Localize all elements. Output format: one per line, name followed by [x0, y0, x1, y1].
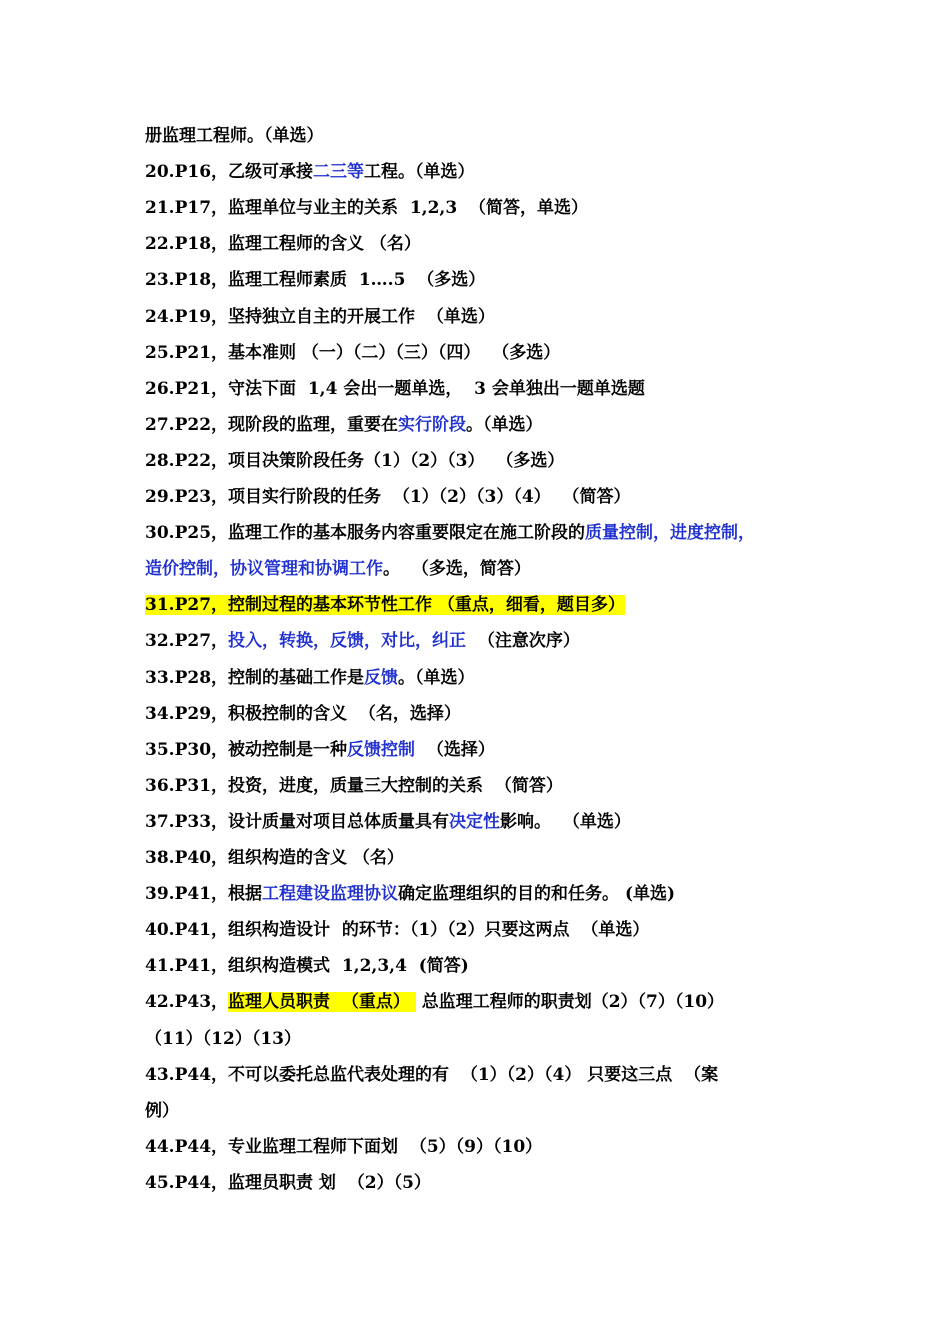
- text-run: 34.P29，积极控制的含义 （名，选择）: [145, 703, 461, 724]
- highlighted-text: 监理人员职责 （重点）: [228, 992, 416, 1013]
- text-run: 例）: [145, 1100, 179, 1121]
- text-run: 33.P28，控制的基础工作是: [145, 667, 365, 688]
- text-line: [145, 1063, 835, 1087]
- text-line: [145, 196, 835, 220]
- blue-text: 反馈: [364, 667, 399, 688]
- text-run: 27.P22，现阶段的监理，重要在: [145, 414, 399, 435]
- text-run: 38.P40，组织构造的含义 （名）: [145, 848, 404, 868]
- text-run: （注意次序）: [466, 631, 580, 652]
- text-run: 42.P43，: [145, 992, 229, 1013]
- text-run: 40.P41，组织构造设计 的环节：（1）（2）只要这两点 （单选）: [145, 920, 650, 941]
- text-run: 。（单选）: [466, 414, 543, 435]
- text-run: 26.P21，守法下面 1,4 会出一题单选， 3 会单独出一题单选题: [145, 378, 645, 399]
- blue-text: 投入，转换，反馈，对比，纠正: [228, 631, 467, 652]
- text-line: [145, 305, 835, 329]
- text-line: [145, 160, 835, 184]
- blue-text: 质量控制，进度控制，: [585, 523, 756, 544]
- highlighted-text: 31.P27，控制过程的基本环节性工作 （重点，细看，题目多）: [145, 595, 625, 616]
- text-run: （11）（12）（13）: [145, 1028, 301, 1049]
- blue-text: 决定性: [449, 811, 501, 832]
- text-line: [145, 593, 835, 617]
- text-line: [145, 413, 835, 437]
- text-run: 30.P25，监理工作的基本服务内容重要限定在施工阶段的: [145, 523, 586, 544]
- text-run: （选择）: [415, 739, 495, 760]
- text-line: [145, 702, 835, 726]
- text-line: [145, 846, 835, 870]
- text-line: [145, 918, 835, 942]
- text-run: 44.P44，专业监理工程师下面划 （5）（9）（10）: [145, 1136, 543, 1157]
- text-line: [145, 449, 835, 473]
- blue-text: 造价控制，协议管理和协调工作: [145, 559, 383, 580]
- text-line: [145, 557, 835, 581]
- text-line: [145, 954, 835, 978]
- text-run: 影响。 （单选）: [500, 811, 631, 832]
- text-line: [145, 124, 835, 148]
- text-run: 。 （多选，简答）: [383, 559, 531, 580]
- text-line: [145, 232, 835, 256]
- blue-text: 反馈控制: [347, 739, 416, 760]
- text-line: [145, 341, 835, 365]
- text-line: [145, 666, 835, 690]
- text-line: [145, 990, 835, 1014]
- text-run: 24.P19，坚持独立自主的开展工作 （单选）: [145, 306, 495, 327]
- text-line: [145, 1135, 835, 1159]
- text-line: [145, 485, 835, 509]
- text-run: 43.P44，不可以委托总监代表处理的有 （1）（2）（4） 只要这三点 （案: [145, 1064, 719, 1085]
- text-line: [145, 810, 835, 834]
- blue-text: 二三等: [313, 162, 365, 183]
- text-run: 总监理工程师的职责划（2）（7）（10）: [415, 992, 725, 1013]
- text-run: 28.P22，项目决策阶段任务（1）（2）（3） （多选）: [145, 450, 565, 471]
- text-run: 41.P41，组织构造模式 1,2,3,4 (简答): [145, 956, 469, 977]
- text-run: 36.P31，投资，进度，质量三大控制的关系 （简答）: [145, 775, 563, 796]
- text-line: [145, 1171, 835, 1195]
- text-run: 37.P33，设计质量对项目总体质量具有: [145, 811, 450, 832]
- text-run: 22.P18，监理工程师的含义 （名）: [145, 234, 421, 255]
- text-run: 工程。（单选）: [364, 162, 475, 183]
- text-run: 32.P27，: [145, 631, 229, 652]
- text-run: 25.P21，基本准则 （一）（二）（三）（四） （多选）: [145, 342, 561, 363]
- text-line: [145, 629, 835, 653]
- text-run: 39.P41，根据: [145, 884, 263, 905]
- text-run: 29.P23，项目实行阶段的任务 （1）（2）（3）（4） （简答）: [145, 487, 631, 507]
- text-run: 。（单选）: [398, 667, 475, 688]
- text-line: [145, 377, 835, 401]
- text-run: 23.P18，监理工程师素质 1….5 （多选）: [145, 270, 486, 291]
- text-line: [145, 774, 835, 798]
- text-line: [145, 882, 835, 906]
- text-run: 册监理工程师。（单选）: [145, 126, 324, 146]
- text-line: [145, 1027, 835, 1051]
- text-run: 35.P30，被动控制是一种: [145, 739, 348, 760]
- text-run: 确定监理组织的目的和任务。 (单选): [398, 884, 676, 905]
- blue-text: 实行阶段: [398, 414, 467, 435]
- text-run: 21.P17，监理单位与业主的关系 1,2,3 （简答，单选）: [145, 198, 589, 219]
- text-line: [145, 268, 835, 292]
- text-line: [145, 521, 835, 545]
- text-line: [145, 1099, 835, 1123]
- text-run: 20.P16，乙级可承接: [145, 162, 314, 183]
- text-line: [145, 738, 835, 762]
- blue-text: 工程建设监理协议: [262, 884, 399, 905]
- text-run: 45.P44，监理员职责 划 （2）（5）: [145, 1172, 431, 1193]
